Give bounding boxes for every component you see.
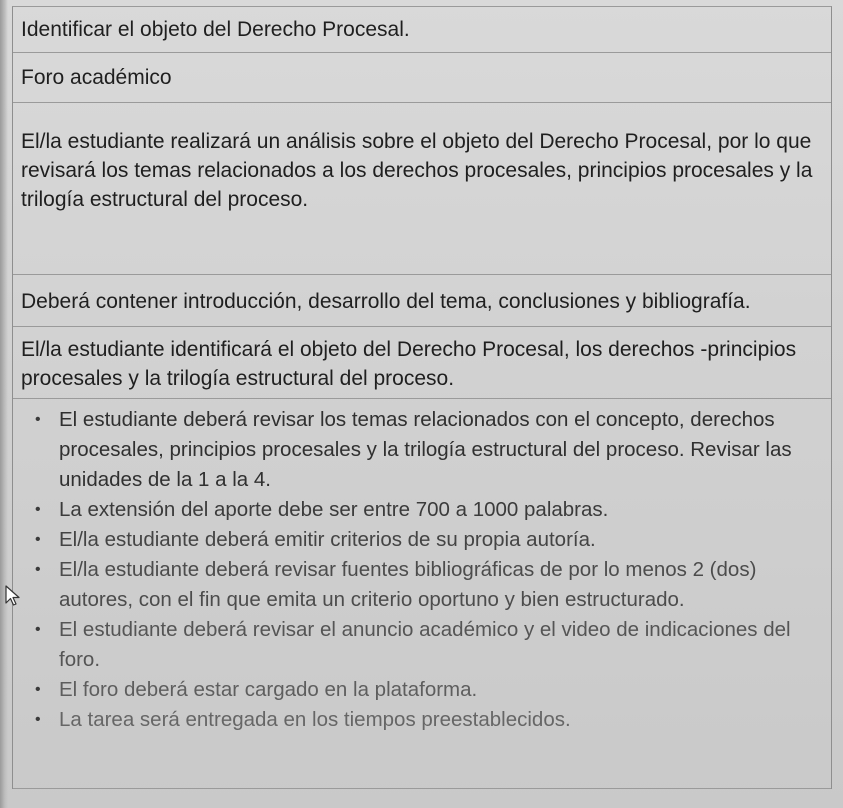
objective-row xyxy=(13,327,831,399)
activity-description: El/la estudiante realizará un análisis sobre el objeto del Derecho Procesal, por lo que revisará los temas relacionados a los derechos procesales, principios procesales y la trilogía estructural del proceso. xyxy=(21,130,813,211)
bullet-icon: • xyxy=(35,561,41,578)
instructions-row xyxy=(13,399,831,789)
instruction-text: El foro deberá estar cargado en la plataforma. xyxy=(59,678,478,701)
instructions-list xyxy=(21,405,823,735)
instruction-text: El estudiante deberá revisar los temas relacionados con el concepto, derechos procesales, principios procesales y la trilogía estructural del proceso. Revisar las unidades de la 1 a la 4. xyxy=(59,408,792,491)
activity-type: Foro académico xyxy=(21,66,172,89)
bullet-icon: • xyxy=(35,531,41,548)
list-item xyxy=(21,615,823,675)
left-shadow-edge xyxy=(0,0,8,808)
objective-text: El/la estudiante identificará el objeto del Derecho Procesal, los derechos -principios procesales y la trilogía estructural del proceso. xyxy=(21,338,797,390)
bullet-icon: • xyxy=(35,711,41,728)
activity-title-row xyxy=(13,7,831,53)
list-item xyxy=(21,675,823,705)
list-item xyxy=(21,555,823,615)
instruction-text: El estudiante deberá revisar el anuncio académico y el video de indicaciones del foro. xyxy=(59,618,791,671)
activity-type-row xyxy=(13,53,831,103)
instruction-text: El/la estudiante deberá revisar fuentes bibliográficas de por lo menos 2 (dos) autores, con el fin que emita un criterio oportuno y bien estructurado. xyxy=(59,558,757,611)
instruction-text: El/la estudiante deberá emitir criterios de su propia autoría. xyxy=(59,528,596,551)
content-requirement: Deberá contener introducción, desarrollo del tema, conclusiones y bibliografía. xyxy=(21,290,751,313)
bullet-icon: • xyxy=(35,501,41,518)
instruction-text: La extensión del aporte debe ser entre 700 a 1000 palabras. xyxy=(59,498,609,521)
list-item xyxy=(21,405,823,495)
list-item xyxy=(21,495,823,525)
mouse-pointer-icon xyxy=(4,584,24,608)
bullet-icon: • xyxy=(35,681,41,698)
bullet-icon: • xyxy=(35,621,41,638)
list-item xyxy=(21,525,823,555)
activity-title: Identificar el objeto del Derecho Procesal. xyxy=(21,18,410,41)
bullet-icon: • xyxy=(35,411,41,428)
instruction-text: La tarea será entregada en los tiempos preestablecidos. xyxy=(59,708,571,731)
content-requirement-row xyxy=(13,275,831,327)
activity-table xyxy=(12,6,832,789)
activity-description-row xyxy=(13,103,831,275)
list-item xyxy=(21,705,823,735)
